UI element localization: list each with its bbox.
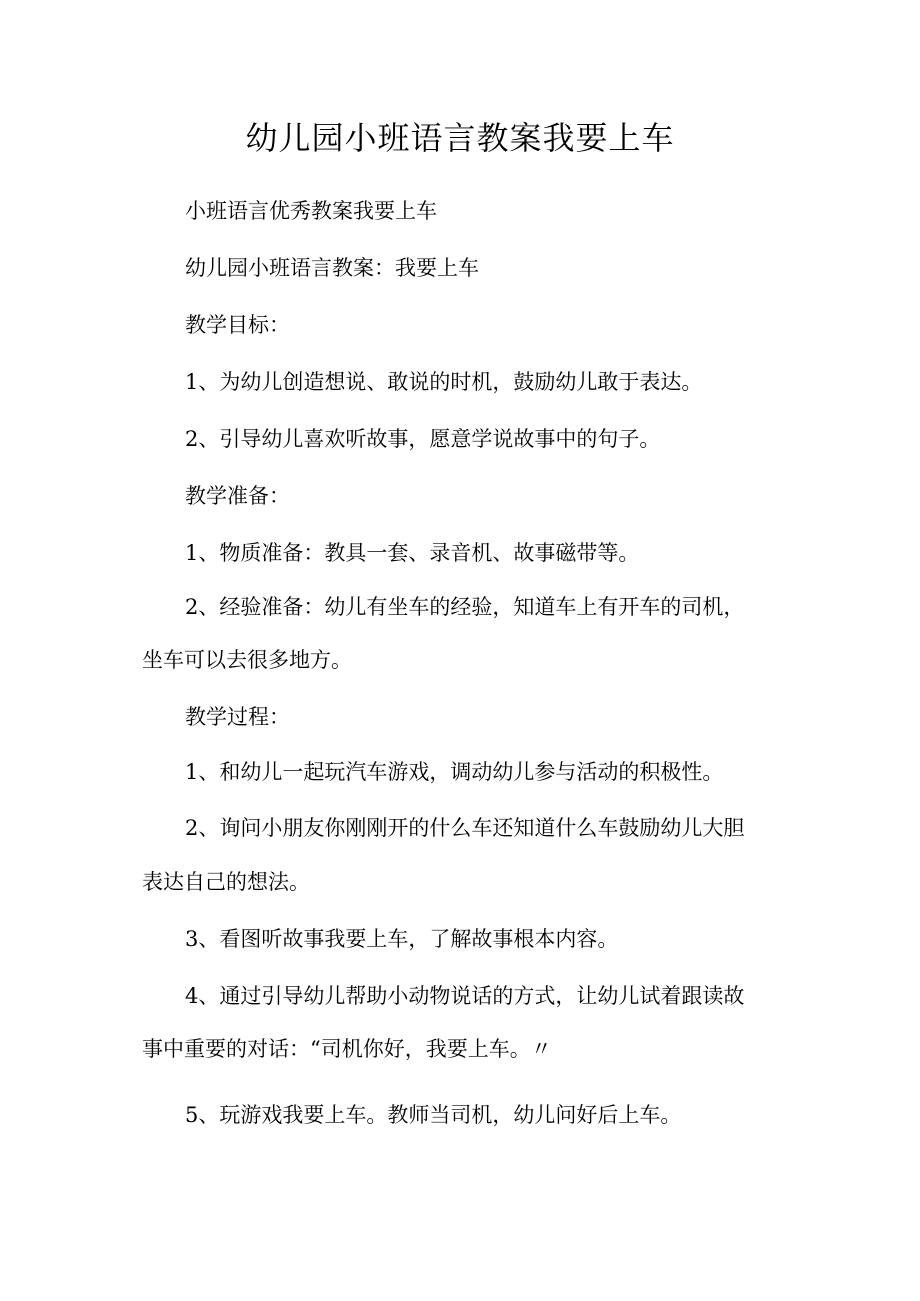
process-item-5: 5、玩游戏我要上车。教师当司机，幼儿问好后上车。 (185, 1103, 682, 1127)
section-heading-process: 教学过程： (185, 705, 290, 729)
goal-item-2: 2、引导幼儿喜欢听故事，愿意学说故事中的句子。 (185, 427, 661, 451)
process-item-4-continued: 事中重要的对话：“司机你好，我要上车。〃 (142, 1037, 552, 1061)
preparation-item-2: 2、经验准备：幼儿有坐车的经验，知道车上有开车的司机， (185, 595, 745, 619)
preparation-item-1: 1、物质准备：教具一套、录音机、故事磁带等。 (185, 541, 640, 565)
section-heading-goals: 教学目标： (185, 313, 290, 337)
process-item-4: 4、通过引导幼儿帮助小动物说话的方式，让幼儿试着跟读故 (185, 984, 745, 1008)
preparation-item-2-continued: 坐车可以去很多地方。 (142, 648, 352, 672)
section-heading-preparation: 教学准备： (185, 484, 290, 508)
process-item-3: 3、看图听故事我要上车，了解故事根本内容。 (185, 927, 619, 951)
lesson-name-line: 幼儿园小班语言教案：我要上车 (185, 256, 479, 280)
subtitle-line: 小班语言优秀教案我要上车 (185, 199, 437, 223)
document-title: 幼儿园小班语言教案我要上车 (245, 119, 675, 157)
process-item-2: 2、询问小朋友你刚刚开的什么车还知道什么车鼓励幼儿大胆 (185, 816, 745, 840)
process-item-1: 1、和幼儿一起玩汽车游戏，调动幼儿参与活动的积极性。 (185, 760, 724, 784)
process-item-2-continued: 表达自己的想法。 (142, 870, 310, 894)
goal-item-1: 1、为幼儿创造想说、敢说的时机，鼓励幼儿敢于表达。 (185, 370, 703, 394)
